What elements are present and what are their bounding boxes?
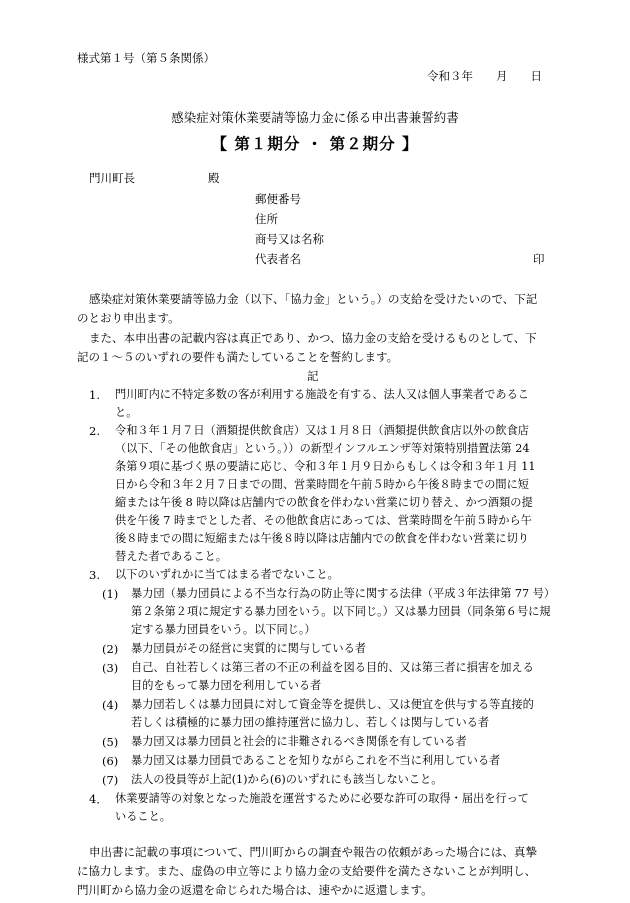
item-number: 1.	[89, 388, 100, 402]
subitem-number: (3)	[102, 661, 119, 675]
subitem-line: 目的をもって暴力団を利用している者	[131, 679, 322, 692]
page-title: 感染症対策休業要請等協力金に係る申出書兼誓約書	[171, 110, 459, 125]
intro-line: 感染症対策休業要請等協力金（以下、「協力金」という。）の支給を受けたいので、下記	[89, 292, 538, 306]
subitem-line: 暴力団又は暴力団員であることを知りながらこれを不当に利用している者	[131, 754, 501, 767]
subitem-number: (1)	[102, 587, 119, 601]
intro-line: また、本申出書の記載内容は真正であり、かつ、協力金の支給を受けるものとして、下	[89, 331, 537, 345]
item-line: と。	[115, 406, 138, 419]
ki-heading: 記	[307, 369, 319, 383]
item-line: 供を午後 7 時までとした者、その他飲食店にあっては、営業時間を午前５時から午	[115, 514, 532, 527]
intro-line: 記の１～５のいずれの要件も満たしていることを誓約します。	[77, 350, 399, 364]
subitem-line: 第２条第２項に規定する暴力団をいう。以下同じ。）又は暴力団員（同条第６号に規	[131, 605, 551, 618]
item-line: （以下、「その他飲食店」という。））の新型インフルエンザ等対策特別措置法第 24	[115, 442, 530, 455]
subitem-number: (2)	[102, 642, 119, 656]
item-line: 門川町内に不特定多数の客が利用する施設を有する、法人又は個人事業者であるこ	[115, 388, 529, 401]
subitem-line: 若しくは積極的に暴力団の維持運営に協力し、若しくは関与している者	[131, 716, 490, 729]
subitem-line: 法人の役員等が上記(1)から(6)のいずれにも該当しないこと。	[131, 773, 443, 786]
business-name-label: 商号又は名称	[255, 232, 324, 246]
closing-line: 門川町から協力金の返還を命じられた場合は、速やかに返還します。	[77, 883, 433, 897]
item-line: 以下のいずれかに当てはまる者でないこと。	[115, 568, 339, 581]
date-line: 令和３年 月 日	[427, 69, 542, 83]
closing-line: 申出書に記載の事項について、門川町からの調査や報告の依頼があった場合には、真摯	[89, 845, 537, 859]
item-line: 縮または午後 8 時以降は店舗内での飲食を伴わない営業に切り替え、かつ酒類の提	[115, 496, 533, 509]
item-number: 4．	[89, 792, 108, 806]
item-line: 替えた者であること。	[115, 550, 227, 563]
form-number: 様式第１号（第５条関係）	[77, 51, 215, 65]
item-number: 2.	[89, 424, 100, 438]
item-line: 後８時までの間に短縮または午後８時以降は店舗内での飲食を伴わない営業に切り	[115, 532, 529, 545]
subitem-line: 暴力団員がその経営に実質的に関与している者	[131, 642, 366, 655]
address-label: 住所	[255, 212, 278, 226]
subitem-line: 暴力団若しくは暴力団員に対して資金等を提供し、又は便宜を供与する等直接的	[131, 698, 534, 711]
subitem-line: 自己、自社若しくは第三者の不正の利益を図る目的、又は第三者に損害を加える	[131, 661, 534, 674]
item-line: 休業要請等の対象となった施設を運営するために必要な許可の取得・届出を行って	[115, 792, 529, 805]
subitem-number: (6)	[102, 754, 119, 768]
representative-label: 代表者名	[255, 252, 301, 266]
item-line: いること。	[115, 810, 171, 823]
subitem-line: 暴力団又は暴力団員と社会的に非難されるべき関係を有している者	[131, 735, 467, 748]
item-number: 3.	[89, 568, 100, 582]
intro-line: のとおり申出ます。	[77, 311, 180, 325]
subitem-line: 暴力団（暴力団員による不当な行為の防止等に関する法律（平成３年法律第 77 号）	[131, 587, 556, 600]
seal-mark: 印	[533, 252, 545, 266]
subitem-number: (7)	[102, 773, 119, 787]
item-line: 日から令和３年２月７日までの間、営業時間を午前５時から午後８時までの間に短	[115, 478, 529, 491]
postal-code-label: 郵便番号	[255, 192, 301, 206]
addressee-honorific: 殿	[208, 171, 220, 185]
subitem-line: 定する暴力団員をいう。以下同じ。）	[131, 623, 316, 636]
item-line: 条第９項に基づく県の要請に応じ、令和３年１月９日からもしくは令和３年１月 11	[115, 460, 536, 473]
closing-line: に協力します。また、虚偽の申立等により協力金の支給要件を満たさないことが判明し、	[77, 864, 537, 878]
subitem-number: (5)	[102, 735, 119, 749]
subitem-number: (4)	[102, 698, 119, 712]
period-selection: 【 第１期分 ・ 第２期分 】	[211, 134, 419, 153]
addressee-name: 門川町長	[89, 171, 135, 185]
item-line: 令和３年１月７日（酒類提供飲食店）又は１月８日（酒類提供飲食店以外の飲食店	[115, 424, 529, 437]
